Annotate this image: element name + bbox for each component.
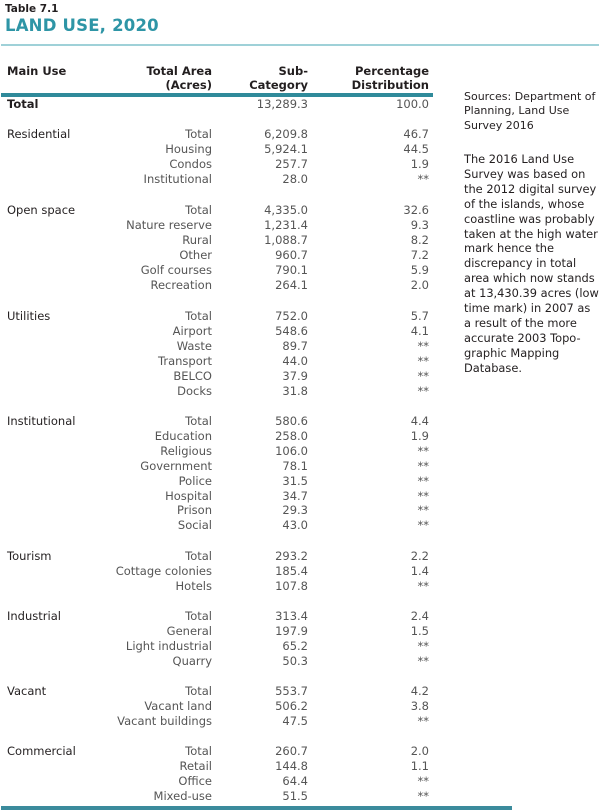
- sub-category-label: Vacant land: [144, 698, 212, 713]
- area-value: 257.7: [275, 156, 308, 171]
- sub-category-label: Condos: [169, 156, 212, 171]
- area-value: 144.8: [275, 758, 308, 773]
- sub-category-label: Airport: [172, 323, 212, 338]
- sub-category-label: General: [166, 623, 212, 638]
- table-row: [0, 309, 440, 324]
- percentage-value: 32.6: [403, 203, 429, 217]
- main-use-label: Residential: [7, 127, 71, 141]
- area-value: 264.1: [275, 277, 308, 292]
- table-row: [0, 278, 440, 293]
- table-row: [0, 263, 440, 278]
- area-value: 43.0: [282, 518, 308, 533]
- sub-category-label: Vacant buildings: [117, 713, 212, 728]
- table-row: [0, 172, 440, 187]
- sub-category-label: Hospital: [165, 488, 212, 503]
- sub-category-label: Education: [154, 428, 212, 443]
- sub-category-label: Social: [177, 518, 212, 533]
- area-value: 185.4: [275, 563, 308, 578]
- percentage-value: 44.5: [403, 141, 429, 156]
- sub-category-label: Office: [178, 773, 212, 788]
- sub-category-label: Recreation: [150, 277, 212, 292]
- percentage-value: 9.3: [410, 217, 429, 232]
- header-percentage-line2: Distribution: [351, 78, 429, 92]
- sub-category-label: Police: [178, 473, 212, 488]
- sub-category-label: Golf courses: [140, 262, 212, 277]
- percentage-value: **: [417, 578, 429, 593]
- table-row: [0, 624, 440, 639]
- area-value: 960.7: [275, 247, 308, 262]
- grand-total-percent: 100.0: [396, 97, 429, 111]
- main-use-label: Commercial: [7, 744, 76, 758]
- area-value: 78.1: [282, 458, 308, 473]
- area-value: 6,209.8: [264, 127, 308, 141]
- area-value: 28.0: [282, 171, 308, 186]
- sub-category-label: Retail: [179, 758, 212, 773]
- percentage-value: 4.4: [410, 414, 429, 428]
- table-row: [0, 474, 440, 489]
- header-total-area-line2: (Acres): [165, 78, 212, 92]
- table-row: [0, 549, 440, 564]
- area-value: 44.0: [282, 353, 308, 368]
- table-row: [0, 127, 440, 142]
- table-row: [0, 414, 440, 429]
- sub-category-label: Total: [185, 203, 212, 217]
- area-value: 107.8: [275, 578, 308, 593]
- grand-total-label: Total: [7, 97, 39, 111]
- percentage-value: **: [417, 488, 429, 503]
- area-value: 260.7: [275, 744, 308, 758]
- sub-category-label: Total: [185, 309, 212, 323]
- percentage-value: 2.0: [410, 744, 429, 758]
- header-sub-category-line2: Category: [249, 78, 308, 92]
- sub-category-label: Total: [185, 549, 212, 563]
- main-use-label: Institutional: [7, 414, 76, 428]
- percentage-value: **: [417, 518, 429, 533]
- sub-category-label: Transport: [158, 353, 212, 368]
- percentage-value: **: [417, 788, 429, 803]
- header-main-use: Main Use: [7, 64, 67, 78]
- table-row: [0, 744, 440, 759]
- table-row: [0, 429, 440, 444]
- sub-category-label: Institutional: [143, 171, 212, 186]
- percentage-value: **: [417, 713, 429, 728]
- header-total-area: [100, 64, 212, 92]
- table-row: [0, 714, 440, 729]
- area-value: 752.0: [275, 309, 308, 323]
- area-value: 506.2: [275, 698, 308, 713]
- table-row: [0, 142, 440, 157]
- area-value: 1,231.4: [264, 217, 308, 232]
- sub-category-label: Prison: [177, 503, 212, 518]
- sub-category-label: Hotels: [175, 578, 212, 593]
- main-use-label: Industrial: [7, 609, 61, 623]
- table-row: [0, 684, 440, 699]
- table-row: [0, 233, 440, 248]
- percentage-value: 3.8: [410, 698, 429, 713]
- table-row: [0, 339, 440, 354]
- percentage-value: **: [417, 383, 429, 398]
- table-row: [0, 564, 440, 579]
- table-row: [0, 489, 440, 504]
- area-value: 31.8: [282, 383, 308, 398]
- percentage-value: 4.1: [410, 323, 429, 338]
- percentage-value: 1.9: [410, 428, 429, 443]
- sub-category-label: Quarry: [172, 653, 212, 668]
- sub-category-label: Total: [185, 127, 212, 141]
- percentage-value: **: [417, 503, 429, 518]
- area-value: 1,088.7: [264, 232, 308, 247]
- page-title: LAND USE, 2020: [5, 16, 159, 35]
- sub-category-label: Cottage colonies: [115, 563, 212, 578]
- percentage-value: **: [417, 638, 429, 653]
- area-value: 64.4: [282, 773, 308, 788]
- table-row: [0, 248, 440, 263]
- percentage-value: 5.9: [410, 262, 429, 277]
- table-row: [0, 654, 440, 669]
- percentage-value: **: [417, 353, 429, 368]
- area-value: 4,335.0: [264, 203, 308, 217]
- table-row: [0, 218, 440, 233]
- area-value: 313.4: [275, 609, 308, 623]
- area-value: 65.2: [282, 638, 308, 653]
- header-percentage-line1: Percentage: [355, 64, 429, 78]
- percentage-value: 5.7: [410, 309, 429, 323]
- area-value: 5,924.1: [264, 141, 308, 156]
- sub-category-label: Light industrial: [125, 638, 212, 653]
- percentage-value: 1.4: [410, 563, 429, 578]
- percentage-value: 46.7: [403, 127, 429, 141]
- area-value: 790.1: [275, 262, 308, 277]
- survey-note: The 2016 Land Use Survey was based on the 2012 digital survey of the islands, whose coastline was probably taken at the high water mark hence the discrepancy in total area which now stands at 13,430.39 acres (low time mark) in 2007 as a result of the more accurate 2003 Topo-graphic Mapping Database.: [464, 152, 599, 375]
- percentage-value: 4.2: [410, 684, 429, 698]
- percentage-value: **: [417, 773, 429, 788]
- sub-category-label: Nature reserve: [126, 217, 212, 232]
- header-sub-category: [230, 64, 308, 92]
- title-divider: [1, 44, 599, 46]
- area-value: 34.7: [282, 488, 308, 503]
- sub-category-label: Religious: [160, 443, 212, 458]
- area-value: 553.7: [275, 684, 308, 698]
- table-row: [0, 774, 440, 789]
- table-row: [0, 609, 440, 624]
- table-row: [0, 759, 440, 774]
- main-use-label: Open space: [7, 203, 76, 217]
- area-value: 29.3: [282, 503, 308, 518]
- sub-category-label: Total: [185, 684, 212, 698]
- header-total-area-line1: Total Area: [146, 64, 212, 78]
- percentage-value: 2.0: [410, 277, 429, 292]
- sub-category-label: Docks: [177, 383, 212, 398]
- percentage-value: **: [417, 458, 429, 473]
- percentage-value: **: [417, 653, 429, 668]
- area-value: 37.9: [282, 368, 308, 383]
- table-row: [0, 518, 440, 533]
- sources-note: Sources: Department of Planning, Land Use Survey 2016: [464, 90, 596, 132]
- percentage-value: 2.4: [410, 609, 429, 623]
- percentage-value: **: [417, 338, 429, 353]
- sub-category-label: BELCO: [173, 368, 212, 383]
- percentage-value: **: [417, 171, 429, 186]
- sub-category-label: Total: [185, 609, 212, 623]
- percentage-value: **: [417, 368, 429, 383]
- main-use-label: Vacant: [7, 684, 47, 698]
- table-row: [0, 354, 440, 369]
- table-row: [0, 384, 440, 399]
- grand-total-row: [0, 97, 440, 112]
- percentage-value: **: [417, 443, 429, 458]
- sub-category-label: Rural: [182, 232, 212, 247]
- percentage-value: **: [417, 473, 429, 488]
- table-row: [0, 789, 440, 804]
- table-row: [0, 503, 440, 518]
- sub-category-label: Housing: [165, 141, 212, 156]
- sub-category-label: Total: [185, 414, 212, 428]
- table-row: [0, 639, 440, 654]
- table-row: [0, 444, 440, 459]
- table-row: [0, 579, 440, 594]
- area-value: 293.2: [275, 549, 308, 563]
- sub-category-label: Total: [185, 744, 212, 758]
- area-value: 258.0: [275, 428, 308, 443]
- sub-category-label: Other: [179, 247, 212, 262]
- percentage-value: 1.1: [410, 758, 429, 773]
- area-value: 197.9: [275, 623, 308, 638]
- percentage-value: 7.2: [410, 247, 429, 262]
- bottom-divider: [1, 806, 512, 810]
- sub-category-label: Waste: [176, 338, 212, 353]
- sub-category-label: Mixed-use: [153, 788, 212, 803]
- percentage-value: 1.9: [410, 156, 429, 171]
- header-sub-category-line1: Sub-: [278, 64, 308, 78]
- area-value: 31.5: [282, 473, 308, 488]
- area-value: 50.3: [282, 653, 308, 668]
- area-value: 548.6: [275, 323, 308, 338]
- header-percentage: [325, 64, 429, 92]
- sub-category-label: Government: [140, 458, 212, 473]
- main-use-label: Utilities: [7, 309, 51, 323]
- area-value: 580.6: [275, 414, 308, 428]
- table-row: [0, 157, 440, 172]
- grand-total-value: 13,289.3: [256, 97, 308, 111]
- table-row: [0, 369, 440, 384]
- area-value: 47.5: [282, 713, 308, 728]
- table-row: [0, 324, 440, 339]
- table-row: [0, 459, 440, 474]
- percentage-value: 8.2: [410, 232, 429, 247]
- percentage-value: 1.5: [410, 623, 429, 638]
- main-use-label: Tourism: [7, 549, 52, 563]
- table-label: Table 7.1: [5, 3, 59, 15]
- percentage-value: 2.2: [410, 549, 429, 563]
- table-row: [0, 203, 440, 218]
- area-value: 51.5: [282, 788, 308, 803]
- table-row: [0, 699, 440, 714]
- area-value: 89.7: [282, 338, 308, 353]
- area-value: 106.0: [275, 443, 308, 458]
